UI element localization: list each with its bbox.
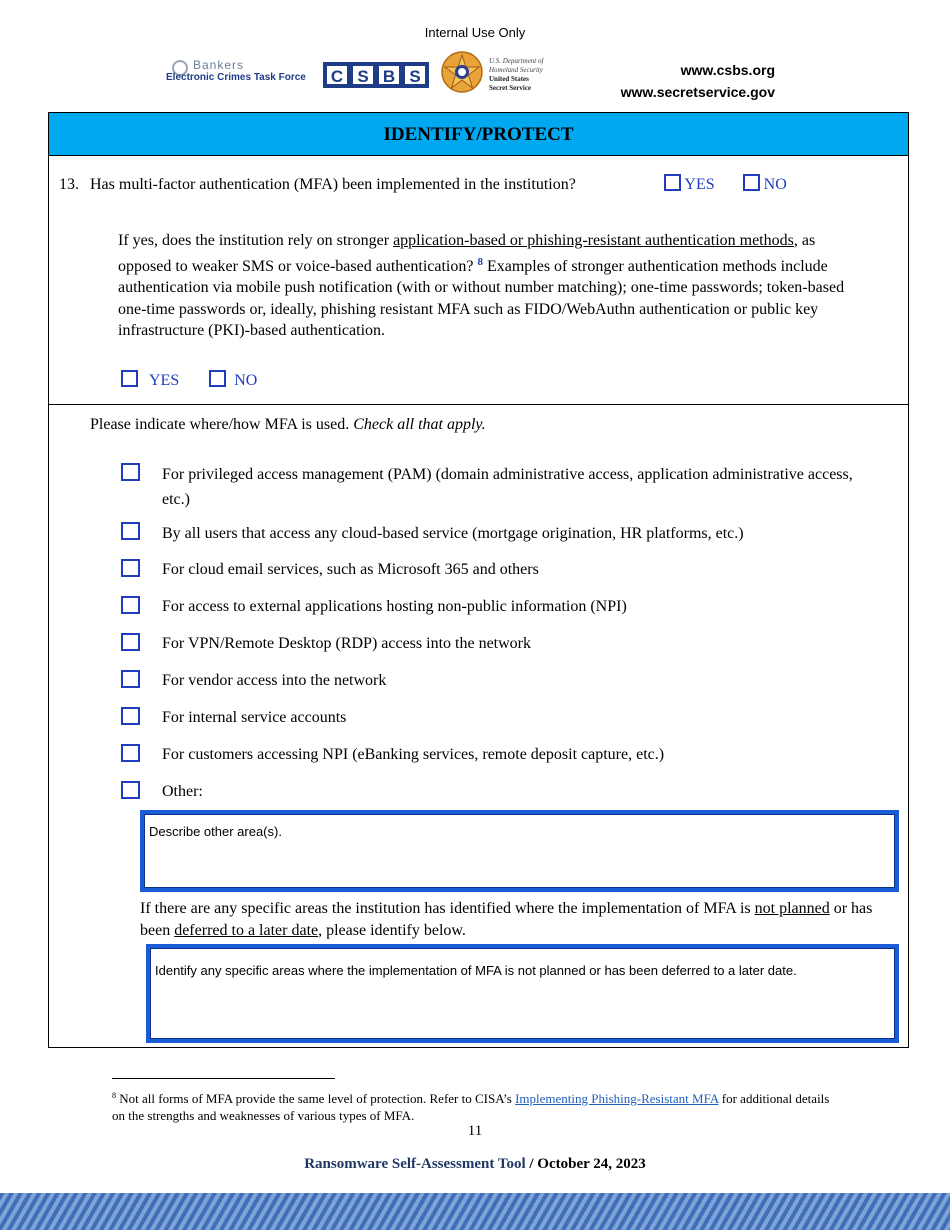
footnote: [112, 1087, 832, 1124]
csbs-letter: C: [325, 64, 349, 86]
deferred-end: , please identify below.: [318, 921, 466, 939]
deferred-question: [140, 898, 890, 941]
footer-stripe-band: [0, 1193, 950, 1230]
mfa-pam-checkbox[interactable]: [121, 463, 140, 481]
mfa-service-accounts-label: For internal service accounts: [162, 709, 347, 726]
mfa-other-label: Other:: [162, 783, 203, 800]
q13-yes-checkbox[interactable]: [664, 174, 681, 191]
mfa-customers-label: For customers accessing NPI (eBanking services, remote deposit capture, etc.): [162, 746, 665, 763]
footnote-number: 8: [112, 1091, 116, 1100]
bankers-ectf-logo: [166, 58, 314, 88]
csbs-url: www.csbs.org: [680, 62, 775, 78]
section-title: IDENTIFY/PROTECT: [49, 113, 908, 156]
mfa-external-apps-label: For access to external applications hosting non-public information (NPI): [162, 598, 627, 615]
mfa-cloud-email-checkbox[interactable]: [121, 559, 140, 577]
q13-no-label: NO: [763, 176, 787, 193]
usage-intro-text: Please indicate where/how MFA is used.: [90, 416, 350, 433]
bankers-logo-text: Bankers: [193, 58, 245, 72]
cisa-mfa-link[interactable]: Implementing Phishing-Resistant MFA: [515, 1091, 719, 1106]
footnote-rule: [112, 1078, 335, 1079]
other-areas-input[interactable]: [140, 810, 899, 892]
classification-label: Internal Use Only: [424, 25, 526, 40]
footnote-text-end: for additional details on the strengths and weaknesses of various types of MFA.: [112, 1091, 830, 1123]
followup-lead: If yes, does the institution rely on stronger: [118, 232, 390, 249]
mfa-cloud-users-checkbox[interactable]: [121, 522, 140, 540]
mfa-pam-label: For privileged access management (PAM) (domain administrative access, application administrative access, etc.): [162, 466, 853, 508]
row-divider: [49, 404, 908, 405]
dhs-line: Homeland Security: [489, 66, 543, 74]
followup-question: [118, 230, 848, 342]
followup-after: , as opposed to weaker SMS or voice-based authentication?: [118, 232, 816, 275]
followup-underlined: application-based or phishing-resistant authentication methods: [393, 232, 794, 249]
secret-service-star-icon: [440, 50, 484, 94]
followup-yes-label: YES: [149, 372, 180, 389]
dhs-secret-service-text: [489, 57, 543, 93]
mfa-vpn-rdp-checkbox[interactable]: [121, 633, 140, 651]
deferred-mid: or has been: [140, 900, 873, 939]
usss-line: Secret Service: [489, 84, 532, 92]
mfa-cloud-users-label: By all users that access any cloud-based service (mortgage origination, HR platforms, etc.): [162, 525, 744, 542]
mfa-cloud-email-label: For cloud email services, such as Microsoft 365 and others: [162, 561, 539, 578]
footnote-ref[interactable]: 8: [477, 255, 483, 268]
deferred-not-planned: not planned: [754, 900, 830, 917]
deferred-areas-placeholder: Identify any specific areas where the implementation of MFA is not planned or has been deferred to a later date.: [155, 963, 797, 978]
mfa-usage-intro: [90, 414, 486, 435]
q13-yes-label: YES: [684, 176, 715, 193]
followup-no-label: NO: [234, 372, 258, 389]
mfa-vpn-rdp-label: For VPN/Remote Desktop (RDP) access into the network: [162, 635, 531, 652]
usage-intro-italic: Check all that apply.: [353, 416, 486, 433]
mfa-other-checkbox[interactable]: [121, 781, 140, 799]
doc-date: October 24, 2023: [537, 1156, 646, 1172]
ectf-logo-text: Electronic Crimes Task Force: [166, 72, 306, 83]
mfa-service-accounts-checkbox[interactable]: [121, 707, 140, 725]
secretservice-url: www.secretservice.gov: [620, 84, 775, 100]
followup-answer-group: [121, 370, 257, 391]
dhs-line: U.S. Department of: [489, 57, 544, 65]
q13-answer-group: [664, 174, 787, 195]
csbs-letter: B: [377, 64, 401, 86]
q13-no-checkbox[interactable]: [743, 174, 760, 191]
deferred-areas-input[interactable]: [146, 944, 899, 1043]
csbs-letter: S: [403, 64, 427, 86]
question-13: [59, 174, 576, 195]
csbs-letter: S: [351, 64, 375, 86]
doc-title: Ransomware Self-Assessment Tool: [304, 1156, 526, 1172]
followup-yes-checkbox[interactable]: [121, 370, 138, 387]
deferred-later-date: deferred to a later date: [174, 921, 319, 939]
mfa-customers-checkbox[interactable]: [121, 744, 140, 762]
page-number: 11: [467, 1123, 483, 1139]
footnote-text: Not all forms of MFA provide the same level of protection. Refer to CISA’s: [119, 1091, 512, 1106]
followup-no-checkbox[interactable]: [209, 370, 226, 387]
mfa-external-apps-checkbox[interactable]: [121, 596, 140, 614]
question-text: Has multi-factor authentication (MFA) been implemented in the institution?: [90, 176, 576, 193]
mfa-vendor-label: For vendor access into the network: [162, 672, 387, 689]
usss-line: United States: [489, 75, 529, 83]
mfa-vendor-checkbox[interactable]: [121, 670, 140, 688]
followup-examples: Examples of stronger authentication methods include authentication via mobile push notification (with or without number matching); one-time passwords; token-based one-time passwords or, ideally, phishing resistant MFA such as FIDO/WebAuthn authentication or public key infrastructure (PKI)-based authentication.: [118, 257, 845, 339]
footer-doc-title: [0, 1156, 950, 1173]
question-number: 13.: [59, 176, 79, 193]
csbs-logo: [323, 62, 429, 88]
deferred-lead: If there are any specific areas the institution has identified where the implementation of MFA is: [140, 900, 751, 917]
header-urls: [621, 59, 775, 103]
other-areas-placeholder: Describe other area(s).: [149, 824, 282, 839]
title-separator: /: [529, 1156, 534, 1172]
